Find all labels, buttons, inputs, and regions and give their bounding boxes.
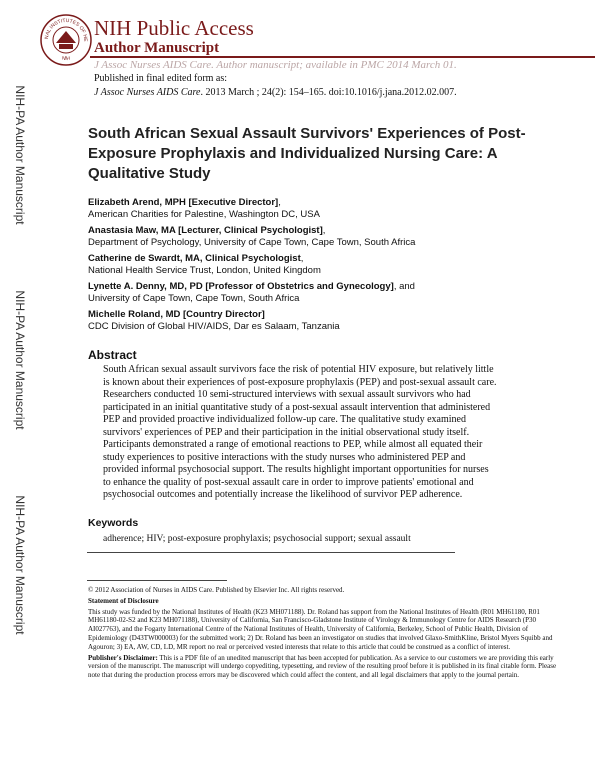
keywords-heading: Keywords [88,517,139,529]
header-divider [90,56,595,58]
author-entry [88,309,558,333]
author-affiliation: American Charities for Palestine, Washington DC, USA [88,209,320,220]
header-journal-line: J Assoc Nurses AIDS Care. Author manuscript; available in PMC 2014 March 01. [94,59,457,71]
author-list [88,197,558,337]
side-label-middle: NIH-PA Author Manuscript [13,290,27,430]
disclosure-text: This study was funded by the National Institutes of Health (K23 MH071188). Dr. Roland has support from the National Institutes of Health (R01 MH61180, R01 MH61180-02-S2 and K23 MH071188), University of California, San Francisco-Gladstone Institute of Virology & Immunology Centre for AIDS Research (P30 AI027763), and the Fogarty International Centre of the National Institutes of Health, University of California, Berkeley, School of Public Health, Division of Epidemiology (D43TW000003) for the submitted work; 2) Dr. Roland has been an investigator on studies that involved Glaxo-SmithKline, Bristol Myers Squibb and Agouron; 3) EA, AW, CD, LD, MR report no real or perceived vested interests that relate to this article that could be construed as a conflict of interest. [88,607,553,651]
svg-text:NIH [61,56,70,63]
publisher-disclaimer [88,654,558,680]
author-name: Anastasia Maw, MA [Lecturer, Clinical Psychologist] [88,225,323,236]
author-name: Elizabeth Arend, MPH [Executive Director] [88,197,279,208]
author-affiliation: University of Cape Town, Cape Town, South Africa [88,293,300,304]
disclosure-heading: Statement of Disclosure [88,596,159,605]
keywords-divider [87,552,455,553]
publisher-disclaimer-heading: Publisher's Disclaimer: [88,653,158,662]
author-entry: Catherine de Swardt, MA, Clinical Psychologist, National Health Service Trust, London, United Kingdom [88,253,558,277]
keywords-text: adherence; HIV; post-exposure prophylaxis; psychosocial support; sexual assault [103,534,411,544]
publication-label: Published in final edited form as: [94,73,228,84]
nih-seal-logo [40,14,92,66]
author-name: Catherine de Swardt, MA, Clinical Psychologist [88,253,301,264]
header-title: NIH Public Access [94,16,254,40]
side-label-bottom: NIH-PA Author Manuscript [13,495,27,635]
author-affiliation: CDC Division of Global HIV/AIDS, Dar es Salaam, Tanzania [88,321,340,332]
copyright-notice: © 2012 Association of Nurses in AIDS Care. Published by Elsevier Inc. All rights reserved. [88,586,345,594]
author-entry: Elizabeth Arend, MPH [Executive Director], American Charities for Palestine, Washington DC, USA [88,197,558,221]
header-subtitle: Author Manuscript [94,40,220,56]
publisher-disclaimer-text: This is a PDF file of an unedited manuscript that has been accepted for publication. As a service to our customers we are providing this early version of the manuscript. The manuscript will undergo copyediting, typesetting, and review of the resulting proof before it is published in its final citable form. Please note that during the production process errors may be discovered which could affect the content, and all legal disclaimers that apply to the journal pertain. [88,653,557,680]
author-affiliation: National Health Service Trust, London, United Kingdom [88,265,321,276]
abstract-text: South African sexual assault survivors face the risk of potential HIV exposure, but relatively little is known about their experiences of post-exposure prophylaxis (PEP) and post-sexual assault care. Researchers conducted 10 semi-structured interviews with sexual assault survivors who had participated in an initial quantitative study of a post-sexual assault intervention that administered PEP and provided proactive individualized follow-up care. The qualitative study examined survivors' experiences of PEP and their participation in the initial observational study itself. Participants demonstrated a range of emotional reactions to PEP, while almost all equated their study experiences to positive interactions with the study nurses who administered PEP and provided informal psychosocial support. The results highlight important opportunities for nurses to enhance the quality of post-sexual assault care in order to improve patients' emotional and psychosocial outcomes and potentially increase the likelihood of survivor PEP adherence. [103,364,497,500]
author-name: Lynette A. Denny, MD, PD [Professor of Obstetrics and Gynecology] [88,281,394,292]
abstract-heading: Abstract [88,348,137,362]
author-name: Michelle Roland, MD [Country Director] [88,309,265,320]
author-affiliation: Department of Psychology, University of Cape Town, Cape Town, South Africa [88,237,416,248]
side-label-top: NIH-PA Author Manuscript [13,85,27,225]
logo-text-top: NAL INSTITUTES OF HE [43,17,89,42]
footnotes [88,586,558,682]
publication-journal: J Assoc Nurses AIDS Care [94,87,201,98]
author-entry: Anastasia Maw, MA [Lecturer, Clinical Psychologist], Department of Psychology, University of Cape Town, Cape Town, South Africa [88,225,558,249]
publication-citation [94,87,457,98]
footnote-divider [87,580,227,581]
publication-citation-details: . 2013 March ; 24(2): 154–165. doi:10.1016/j.jana.2012.02.007. [200,87,457,98]
article-title: South African Sexual Assault Survivors' Experiences of Post-Exposure Prophylaxis and Individualized Nursing Care: A Qualitative Study [88,125,526,182]
author-entry: Lynette A. Denny, MD, PD [Professor of Obstetrics and Gynecology], and University of Cape Town, Cape Town, South Africa [88,281,558,305]
logo-text-bottom: NIH [61,55,71,63]
